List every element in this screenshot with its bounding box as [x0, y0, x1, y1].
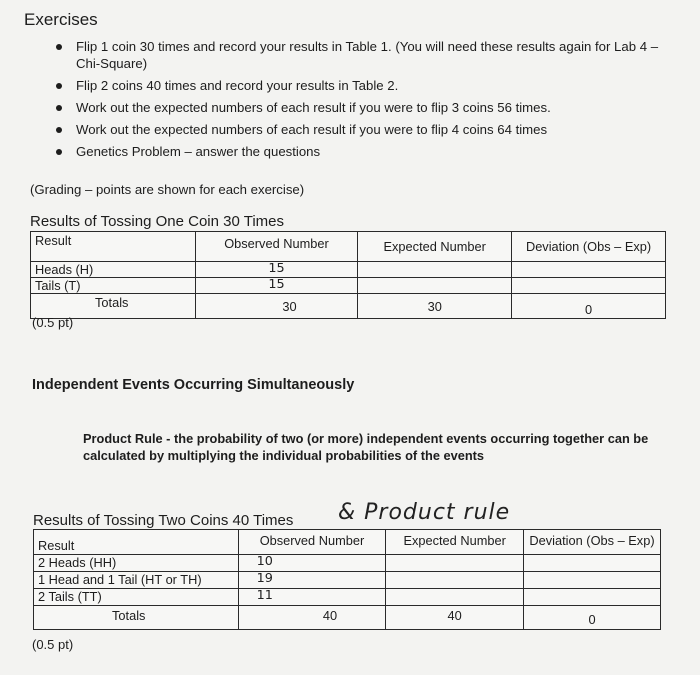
table-header-row — [34, 530, 661, 555]
header-result: Result — [31, 232, 196, 262]
header-deviation: Deviation (Obs – Exp) — [524, 530, 661, 555]
totals-expected[interactable]: 40 — [386, 606, 524, 630]
table-totals-row — [31, 294, 666, 319]
table2-title: Results of Tossing Two Coins 40 Times — [33, 512, 294, 529]
header-observed: Observed Number — [195, 232, 358, 262]
header-deviation: Deviation (Obs – Exp) — [512, 232, 666, 262]
table-row — [34, 589, 661, 606]
cell-observed[interactable]: 10 — [238, 555, 386, 572]
cell-expected[interactable] — [358, 278, 512, 294]
totals-observed: 40 — [238, 606, 386, 630]
totals-label: Totals — [34, 606, 239, 630]
cell-expected[interactable] — [386, 589, 524, 606]
cell-expected[interactable] — [358, 262, 512, 278]
cell-observed[interactable]: 19 — [238, 572, 386, 589]
section-heading: Independent Events Occurring Simultaneously — [32, 377, 355, 393]
cell-deviation[interactable] — [524, 555, 661, 572]
exercise-list — [38, 38, 678, 165]
bullet-icon — [56, 149, 62, 155]
table2 — [33, 529, 661, 630]
cell-deviation[interactable] — [524, 589, 661, 606]
cell-result: 2 Heads (HH) — [34, 555, 239, 572]
cell-observed[interactable]: 15 — [195, 262, 358, 278]
totals-expected[interactable]: 30 — [358, 294, 512, 319]
totals-deviation[interactable]: 0 — [512, 294, 666, 319]
cell-result: Heads (H) — [31, 262, 196, 278]
table2-points: (0.5 pt) — [32, 637, 74, 652]
bullet-icon — [56, 105, 62, 111]
bullet-icon — [56, 83, 62, 89]
table-header-row — [31, 232, 666, 262]
cell-observed[interactable]: 15 — [195, 278, 358, 294]
cell-observed[interactable]: 11 — [238, 589, 386, 606]
list-item: Genetics Problem – answer the questions — [38, 143, 678, 160]
product-rule-text: Product Rule - the probability of two (or more) independent events occurring together can be calculated by multiplying the individual probabilities of the events — [83, 431, 649, 463]
exercises-heading: Exercises — [24, 10, 98, 29]
totals-label: Totals — [31, 294, 196, 319]
grading-note: (Grading – points are shown for each exercise) — [30, 182, 305, 197]
table1 — [30, 231, 666, 319]
totals-deviation[interactable]: 0 — [524, 606, 661, 630]
list-item: Work out the expected numbers of each result if you were to flip 4 coins 64 times — [38, 121, 678, 138]
cell-deviation[interactable] — [512, 262, 666, 278]
list-item: Flip 2 coins 40 times and record your results in Table 2. — [38, 77, 678, 94]
totals-observed: 30 — [195, 294, 358, 319]
cell-result: 2 Tails (TT) — [34, 589, 239, 606]
table-row — [34, 572, 661, 589]
bullet-icon — [56, 127, 62, 133]
table-row — [31, 262, 666, 278]
cell-deviation[interactable] — [512, 278, 666, 294]
cell-deviation[interactable] — [524, 572, 661, 589]
cell-result: Tails (T) — [31, 278, 196, 294]
table-row — [34, 555, 661, 572]
cell-expected[interactable] — [386, 555, 524, 572]
table1-title: Results of Tossing One Coin 30 Times — [30, 213, 285, 230]
cell-result: 1 Head and 1 Tail (HT or TH) — [34, 572, 239, 589]
header-expected: Expected Number — [386, 530, 524, 555]
list-item: Work out the expected numbers of each result if you were to flip 3 coins 56 times. — [38, 99, 678, 116]
cell-expected[interactable] — [386, 572, 524, 589]
bullet-icon — [56, 44, 62, 50]
list-item: Flip 1 coin 30 times and record your results in Table 1. (You will need these results again for Lab 4 – Chi-Square) — [38, 38, 678, 72]
header-observed: Observed Number — [238, 530, 386, 555]
header-expected: Expected Number — [358, 232, 512, 262]
table1-points: (0.5 pt) — [32, 315, 74, 330]
header-result: Result — [34, 530, 239, 555]
table-totals-row — [34, 606, 661, 630]
table-row — [31, 278, 666, 294]
handwritten-note: & Product rule — [338, 500, 511, 525]
